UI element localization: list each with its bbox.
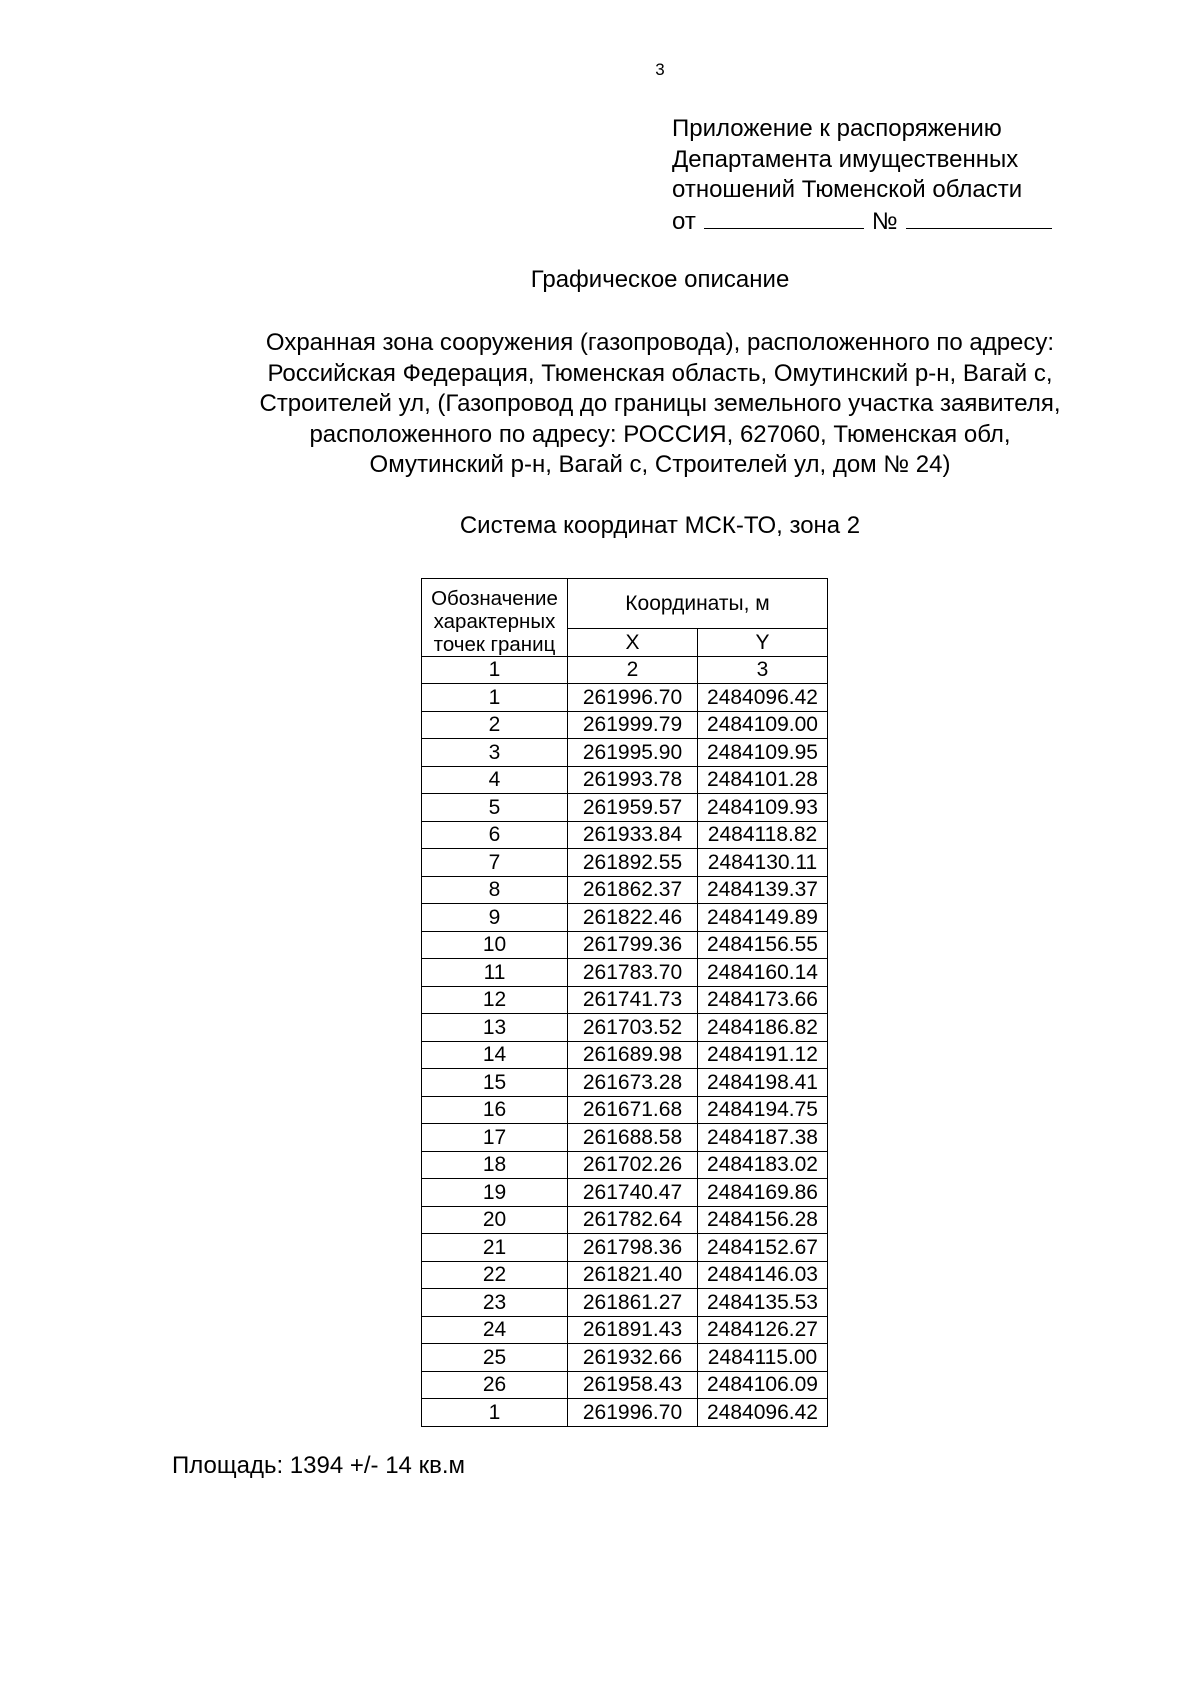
y-cell: 2484191.12 (698, 1041, 828, 1069)
y-cell: 2484109.95 (698, 739, 828, 767)
point-cell: 7 (422, 849, 568, 877)
table-row (422, 684, 828, 712)
appendix-block (672, 114, 1052, 237)
x-cell: 261702.26 (568, 1151, 698, 1179)
table-row (422, 1261, 828, 1289)
x-cell: 261996.70 (568, 684, 698, 712)
date-prefix: от (672, 207, 696, 235)
x-cell: 261671.68 (568, 1096, 698, 1124)
header-point-line: точек границ (433, 632, 556, 656)
column-number: 3 (698, 656, 828, 684)
table-row (422, 1399, 828, 1427)
description-line: расположенного по адресу: РОССИЯ, 627060, Тюменская обл, (309, 420, 1011, 448)
table-row (422, 766, 828, 794)
page-number: 3 (655, 60, 665, 79)
x-cell: 261861.27 (568, 1289, 698, 1317)
point-cell: 3 (422, 739, 568, 767)
table-row (422, 739, 828, 767)
y-cell: 2484183.02 (698, 1151, 828, 1179)
appendix-line: Приложение к распоряжению (672, 115, 1002, 142)
point-cell: 6 (422, 821, 568, 849)
x-cell: 261932.66 (568, 1344, 698, 1372)
table-row (422, 849, 828, 877)
x-cell: 261741.73 (568, 986, 698, 1014)
x-cell: 261933.84 (568, 821, 698, 849)
date-blank (704, 206, 864, 229)
table-row (422, 1151, 828, 1179)
table-row (422, 1124, 828, 1152)
table-row (422, 1234, 828, 1262)
point-cell: 11 (422, 959, 568, 987)
y-cell: 2484130.11 (698, 849, 828, 877)
description-line: Строителей ул, (Газопровод до границы земельного участка заявителя, (259, 390, 1061, 417)
x-cell: 261689.98 (568, 1041, 698, 1069)
appendix-line: Департамента имущественных (672, 145, 1019, 173)
header-coordinates: Координаты, м (568, 579, 828, 629)
table-row (422, 1316, 828, 1344)
x-cell: 261892.55 (568, 849, 698, 877)
header-point-designation (422, 579, 568, 657)
y-cell: 2484106.09 (698, 1371, 828, 1399)
table-row (422, 904, 828, 932)
point-cell: 5 (422, 794, 568, 822)
point-cell: 23 (422, 1289, 568, 1317)
y-cell: 2484186.82 (698, 1014, 828, 1042)
table-row (422, 931, 828, 959)
table-row (422, 711, 828, 739)
number-sign: № (871, 207, 898, 235)
table-header-row (422, 579, 828, 629)
point-cell: 25 (422, 1344, 568, 1372)
y-cell: 2484156.55 (698, 931, 828, 959)
x-cell: 261959.57 (568, 794, 698, 822)
y-cell: 2484198.41 (698, 1069, 828, 1097)
x-cell: 261688.58 (568, 1124, 698, 1152)
y-cell: 2484109.00 (698, 711, 828, 739)
number-blank (906, 206, 1052, 229)
table-column-number-row (422, 656, 828, 684)
table-row (422, 1014, 828, 1042)
point-cell: 9 (422, 904, 568, 932)
point-cell: 22 (422, 1261, 568, 1289)
header-y: Y (698, 629, 828, 657)
document-title: Графическое описание (530, 266, 790, 293)
point-cell: 4 (422, 766, 568, 794)
header-point-line: характерных (433, 609, 556, 633)
coordinates-table (421, 578, 828, 1427)
x-cell: 261996.70 (568, 1399, 698, 1427)
point-cell: 15 (422, 1069, 568, 1097)
table-row (422, 1344, 828, 1372)
y-cell: 2484096.42 (698, 684, 828, 712)
y-cell: 2484126.27 (698, 1316, 828, 1344)
x-cell: 261999.79 (568, 711, 698, 739)
table-row (422, 1096, 828, 1124)
table-row (422, 821, 828, 849)
y-cell: 2484160.14 (698, 959, 828, 987)
y-cell: 2484169.86 (698, 1179, 828, 1207)
point-cell: 17 (422, 1124, 568, 1152)
table-row (422, 794, 828, 822)
x-cell: 261703.52 (568, 1014, 698, 1042)
table-row (422, 876, 828, 904)
point-cell: 19 (422, 1179, 568, 1207)
area-value: Площадь: 1394 +/- 14 кв.м (172, 1452, 465, 1479)
point-cell: 16 (422, 1096, 568, 1124)
point-cell: 20 (422, 1206, 568, 1234)
y-cell: 2484096.42 (698, 1399, 828, 1427)
zone-description (160, 328, 1160, 481)
y-cell: 2484173.66 (698, 986, 828, 1014)
point-cell: 21 (422, 1234, 568, 1262)
appendix-line: отношений Тюменской области (672, 176, 1023, 203)
appendix-date-number-line (672, 206, 1052, 238)
y-cell: 2484194.75 (698, 1096, 828, 1124)
table-row (422, 1179, 828, 1207)
point-cell: 24 (422, 1316, 568, 1344)
point-cell: 14 (422, 1041, 568, 1069)
header-x: X (568, 629, 698, 657)
table-row (422, 1069, 828, 1097)
x-cell: 261958.43 (568, 1371, 698, 1399)
x-cell: 261821.40 (568, 1261, 698, 1289)
point-cell: 8 (422, 876, 568, 904)
column-number: 1 (422, 656, 568, 684)
point-cell: 1 (422, 684, 568, 712)
x-cell: 261862.37 (568, 876, 698, 904)
y-cell: 2484115.00 (698, 1344, 828, 1372)
point-cell: 26 (422, 1371, 568, 1399)
y-cell: 2484152.67 (698, 1234, 828, 1262)
coordinates-table-body (422, 684, 828, 1427)
point-cell: 10 (422, 931, 568, 959)
x-cell: 261798.36 (568, 1234, 698, 1262)
x-cell: 261822.46 (568, 904, 698, 932)
y-cell: 2484187.38 (698, 1124, 828, 1152)
y-cell: 2484156.28 (698, 1206, 828, 1234)
table-row (422, 986, 828, 1014)
description-line: Охранная зона сооружения (газопровода), расположенного по адресу: (265, 329, 1055, 356)
x-cell: 261995.90 (568, 739, 698, 767)
description-line: Омутинский р-н, Вагай с, Строителей ул, дом № 24) (369, 451, 951, 478)
header-point-line: Обозначение (431, 586, 558, 610)
x-cell: 261891.43 (568, 1316, 698, 1344)
table-row (422, 1206, 828, 1234)
y-cell: 2484101.28 (698, 766, 828, 794)
y-cell: 2484146.03 (698, 1261, 828, 1289)
y-cell: 2484109.93 (698, 794, 828, 822)
x-cell: 261993.78 (568, 766, 698, 794)
point-cell: 2 (422, 711, 568, 739)
table-row (422, 1041, 828, 1069)
y-cell: 2484118.82 (698, 821, 828, 849)
table-row (422, 959, 828, 987)
y-cell: 2484135.53 (698, 1289, 828, 1317)
y-cell: 2484149.89 (698, 904, 828, 932)
point-cell: 13 (422, 1014, 568, 1042)
coordinate-system: Система координат МСК-ТО, зона 2 (459, 512, 861, 539)
y-cell: 2484139.37 (698, 876, 828, 904)
x-cell: 261782.64 (568, 1206, 698, 1234)
point-cell: 1 (422, 1399, 568, 1427)
table-row (422, 1289, 828, 1317)
point-cell: 12 (422, 986, 568, 1014)
column-number: 2 (568, 656, 698, 684)
x-cell: 261740.47 (568, 1179, 698, 1207)
point-cell: 18 (422, 1151, 568, 1179)
x-cell: 261799.36 (568, 931, 698, 959)
table-row (422, 1371, 828, 1399)
x-cell: 261673.28 (568, 1069, 698, 1097)
description-line: Российская Федерация, Тюменская область, Омутинский р-н, Вагай с, (267, 359, 1053, 387)
x-cell: 261783.70 (568, 959, 698, 987)
